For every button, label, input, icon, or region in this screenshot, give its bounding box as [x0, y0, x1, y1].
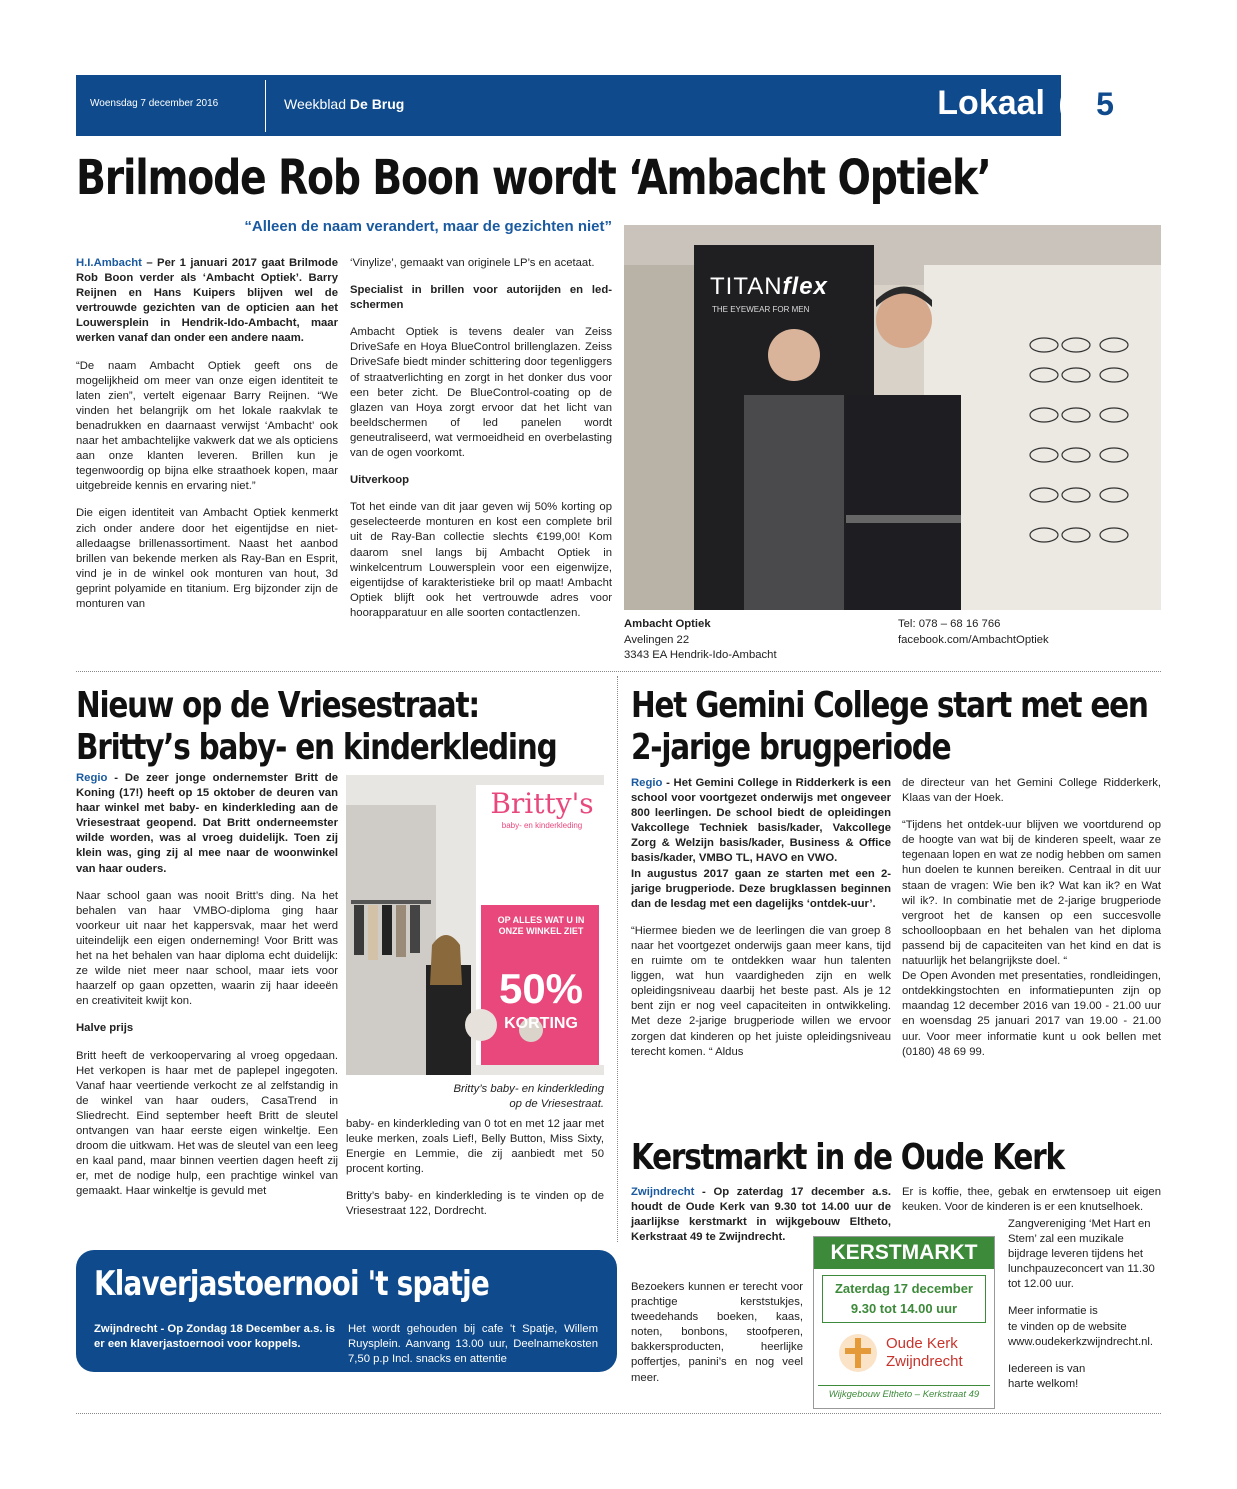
ad-date: Zaterdag 17 december [834, 1281, 973, 1296]
article5-lead: Zwijndrecht - Op Zondag 18 December a.s. is er een klaverjastoernooi voor koppels. [94, 1323, 336, 1351]
article1-col2 [350, 256, 612, 633]
address-street: Avelingen 22 [624, 633, 690, 646]
address-city: 3343 EA Hendrik-Ido-Ambacht [624, 649, 777, 661]
article2-sub1: Halve prijs [76, 1022, 134, 1035]
article4-p1: Bezoekers kunnen er terecht voor prachtige kerststukjes, tweedehands boeken, kaas, noten, bonbons, stoofperen, bakkersproducten, heerlijke poffertjes, panini’s en nog veel meer. [631, 1281, 803, 1384]
article3-p2: de directeur van het Gemini College Ridderkerk, Klaas van der Hoek. [902, 777, 1161, 805]
article2-col2 [346, 1117, 604, 1232]
divider-top [76, 671, 1161, 672]
ad-logo-text2: Zwijndrecht [886, 1353, 963, 1370]
article4-lead: - Op zaterdag 17 december a.s. houdt de Oude Kerk van 9.30 tot 14.00 uur de jaarlijkse kerstmarkt in wijkgebouw Eltheto, Kerkstraat 49 te Zwijndrecht. [631, 1186, 891, 1244]
article2-place: Regio [76, 772, 108, 784]
article4-p5-line1: Iedereen is van [1008, 1362, 1086, 1375]
article2-p4: Britty’s baby- en kinderkleding is te vinden op de Vriesestraat 122, Dordrecht. [346, 1190, 604, 1218]
article1-p5: Tot het einde van dit jaar geven wij 50% korting op geselecteerde monturen en kost een complete bril uit de Ray-Ban collectie slechts €199,00! Kom daarom snel langs bij Ambacht Optiek in winkelcentrum Louwersplein voor een eigenwijze, eigentijdse of karakteristieke bril op maat! Ambacht Optiek blijft ook het vertrouwde adres voor hoorapparatuur en alle soorten contactlenzen. [350, 501, 612, 619]
article2-headline [76, 685, 556, 769]
shop-photo-caption [346, 1082, 604, 1112]
column-divider [617, 676, 618, 1242]
optician-photo [624, 225, 1161, 610]
shop-photo [346, 775, 604, 1075]
article1-p3: ‘Vinylize’, gemaakt van originele LP’s en acetaat. [350, 257, 595, 269]
ad-date-box [822, 1275, 986, 1323]
kerstmarkt-ad [813, 1236, 995, 1409]
article3-p3: “Tijdens het ontdek-uur blijven we voortdurend op de hoogte van wat bij de kinderen speelt, waar ze tegenaan lopen en wat ze nodig hebben om samen hun doelen te kunnen bereiken. Centraal in dit uur staan de vragen: Wie ben ik? Wat kan ik? en Wat wil ik?. In combinatie met de 2-jarige brugperiode vergroot het de kansen op een succesvolle schoolloopbaan en het behalen van het diploma passend bij de capaciteiten van het kind en dat is natuurlijk het belangrijkste doel. “ [902, 819, 1161, 968]
article4-p5-line2: harte welkom! [1008, 1377, 1079, 1390]
article4-p4-line2: te vinden op de website [1008, 1320, 1127, 1333]
article4-col2 [1008, 1217, 1161, 1404]
poster-percent: 50% [498, 965, 584, 1012]
article1-p4: Ambacht Optiek is tevens dealer van Zeiss DriveSafe en Hoya BlueControl brillenglazen. Zeiss DriveSafe biedt minder schittering door tegenliggers of straatverlichting en zorgt in het donker dus voor een beter zicht. De BlueControl-coating op de glazen van Hoya zorgt ervoor dat het licht van beeldschermen of led panelen wordt geneutraliseerd, wat vermoeidheid en overbelasting van de ogen voorkomt. [350, 326, 612, 460]
article3-lead2: In augustus 2017 gaan ze starten met een 2-jarige brugperiode. Deze brugklassen beginnen dan de lesdag met een dagelijks ‘ontdek-uur’. [631, 867, 891, 910]
article1-subheadline: “Alleen de naam verandert, maar de gezichten niet” [244, 218, 612, 235]
poster-top: OP ALLES WAT U IN ONZE WINKEL ZIET [497, 915, 585, 936]
article3-headline [631, 685, 1148, 769]
header-divider [265, 80, 266, 132]
ad-title: KERSTMARKT [814, 1237, 994, 1269]
article2-lead: - De zeer jonge ondernemster Britt de Koning (17!) heeft op 15 oktober de deuren van haar winkel met baby- en kinderkleding aan de Vriesestraat geopend. Dat Britt onderneemster wilde worden, was al vroeg duidelijk. Toen zij klein was, ging zij al mee naar de woonwinkel van haar ouders. [76, 772, 338, 875]
article3-col1 [631, 776, 891, 1072]
article4-col1 [631, 1280, 803, 1398]
address-name: Ambacht Optiek [624, 618, 711, 630]
article4-p4-line1: Meer informatie is [1008, 1305, 1098, 1318]
article3-headline-line1: Het Gemini College start met een [631, 685, 1148, 726]
photo-sign [710, 273, 828, 301]
photo-sign-brand2: flex [782, 273, 828, 300]
poster-korting: KORTING [504, 1015, 578, 1032]
photo-sign-sub: THE EYEWEAR FOR MEN [712, 305, 810, 314]
article3-p4: De Open Avonden met presentaties, rondleidingen, ontdekkingstochten en informatiepunten zijn op maandag 12 december 2016 van 19.00 - 21.00 uur en woensdag 25 januari 2017 van 19.00 - 21.00 uur. Voor meer informatie kunt u ook bellen met (0180) 48 69 99. [902, 970, 1161, 1058]
address-phone: Tel: 078 – 68 16 766 [898, 618, 1001, 630]
article3-lead1: - Het Gemini College in Ridderkerk is een school voor voortgezet onderwijs met ongeveer 800 leerlingen. De school biedt de opleidingen Vakcollege Techniek basis/kader, Vakcollege Zorg & Welzijn basis/kader, Business & Office basis/kader, VMBO TL, HAVO en VWO. [631, 777, 891, 865]
article4-p2: Er is koffie, thee, gebak en erwtensoep uit eigen keuken. Voor de kinderen is er een knutselhoek. [902, 1186, 1161, 1214]
article4-p3: Zangvereniging ‘Met Hart en Stem’ zal een muzikale bijdrage leveren tijdens het lunchpauzeconcert van 11.30 tot 12.00 uur. [1008, 1218, 1155, 1291]
article5-body: Het wordt gehouden bij cafe 't Spatje, Willem Ruysplein. Aanvang 13.00 uur, Deelnamekosten 7,50 p.p Incl. snacks en attentie [348, 1323, 598, 1366]
photo-sign-brittys: Britty's [490, 787, 594, 820]
article1-col1 [76, 256, 338, 624]
paper-name [284, 96, 404, 112]
ad-logo [814, 1329, 994, 1379]
optician-contact [898, 617, 1158, 648]
section-title: Lokaal [937, 84, 1045, 122]
article3-col2 [902, 776, 1161, 1072]
article1-headline: Brilmode Rob Boon wordt ‘Ambacht Optiek’ [76, 150, 991, 206]
article2-p2: Britt heeft de verkoopervaring al vroeg opgedaan. Het verkopen is haar met de paplepel ingegoten. Vanaf haar veertiende verkocht ze al zelfstandig in de winkel van haar ouders, CasaTrend in Sliedrecht. Eind september heeft Britt de sleutel ontvangen van haar eerste eigen winkeltje. Een droom die uitkwam. Het was de sleutel van een leeg en kaal pand, maar binnen veertien dagen heeft zij er, met de nodige hulp, een prachtige winkel van gemaakt. Haar winkeltje is gevuld met [76, 1049, 338, 1198]
article2-headline-line2: Britty’s baby- en kinderkleding [76, 727, 557, 768]
article2-p3: baby- en kinderkleding van 0 tot en met 12 jaar met leuke merken, zoals Lief!, Belly Button, Miss Sixty, Energie en Lemmie, die zij aanbiedt met 50 procent korting. [346, 1118, 604, 1176]
article4-headline: Kerstmarkt in de Oude Kerk [631, 1137, 1064, 1178]
issue-date: Woensdag 7 december 2016 [90, 98, 219, 109]
divider-bottom [76, 1413, 1161, 1414]
caption-line1: Britty’s baby- en kinderkleding [453, 1083, 604, 1095]
paper-title: De Brug [349, 96, 405, 112]
page-number: 5 [1096, 86, 1114, 122]
optician-address [624, 617, 884, 664]
article4-website[interactable]: www.oudekerkzwijndrecht.nl. [1008, 1335, 1154, 1348]
article2-p1: Naar school gaan was nooit Britt’s ding. Na het behalen van haar VMBO-diploma ging haar voorkeur uit naar het kappersvak, maar het werd uiteindelijk een eigen onderneming! Voor Britt was het na het behalen van haar diploma echt duidelijk: ze wilde niet meer naar school, maar iets voor haarzelf op gaan opzetten, waarin zij haar ideeën en creativiteit kwijt kon. [76, 889, 338, 1008]
caption-line2: op de Vriesestraat. [509, 1098, 604, 1110]
article5-headline: Klaverjastoernooi 't spatje [94, 1264, 489, 1304]
article1-p1: “De naam Ambacht Optiek geeft ons de mogelijkheid om meer van onze eigen identiteit te laten zien”, vertelt eigenaar Barry Reijnen. “We vinden het belangrijk om het lokale raakvlak te benadrukken en daarnaast verwijst ‘Ambacht’ ook naar het ambachtelijke vakwerk dat we als opticiens aan onze klanten leveren. Brillen kun je tegenwoordig op bijna elke straathoek kopen, maar uitgebreide kennis en ervaring niet.” [76, 359, 338, 493]
article2-col1 [76, 771, 338, 1211]
photo-sign-brittys-sub: baby- en kinderkleding [501, 821, 583, 830]
ad-time: 9.30 tot 14.00 uur [850, 1301, 958, 1316]
article2-headline-line1: Nieuw op de Vriesestraat: [76, 685, 479, 726]
article3-place: Regio [631, 777, 663, 789]
ad-logo-text1: Oude Kerk [886, 1335, 958, 1352]
article3-p1: “Hiermee bieden we de leerlingen die van groep 8 naar het voortgezet onderwijs gaan meer kans, tijd en ruimte om te ontdekken waar hun talenten liggen, wat hun vaardigheden zijn en welk opleidingsniveau daarbij het beste past. Als je 12 bent zijn er nog veel capaciteiten in ontwikkeling. Met deze 2-jarige brugperiode willen we ervoor zorgen dat kinderen op het juiste opleidingsniveau terecht komen. “ Aldus [631, 924, 891, 1058]
paper-prefix: Weekblad [284, 96, 347, 112]
oude-kerk-logo-icon [838, 1333, 878, 1373]
article1-sub1: Specialist in brillen voor autorijden en led-schermen [350, 284, 612, 312]
article4-place: Zwijndrecht [631, 1186, 695, 1198]
article3-headline-line2: 2-jarige brugperiode [631, 727, 951, 768]
article1-sub2: Uitverkoop [350, 474, 410, 487]
article1-lead: – Per 1 januari 2017 gaat Brilmode Rob Boon verder als ‘Ambacht Optiek’. Barry Reijnen en Hans Kuipers blijven wel de vertrouwde gezichten van de opticien aan het Louwersplein in Hendrik-Ido-Ambacht, maar werken vanaf dan onder een andere naam. [76, 257, 338, 345]
article1-place: H.I.Ambacht [76, 257, 142, 269]
ad-footer: Wijkgebouw Eltheto – Kerkstraat 49 [818, 1385, 990, 1400]
photo-sign-brand: TITAN [710, 273, 783, 300]
article1-p2: Die eigen identiteit van Ambacht Optiek kenmerkt zich onder andere door het eigentijdse en niet-alledaagse brillenassortiment. Naast het aanbod brillen van bekende merken als Ray-Ban en Esprit, vind je in de winkel ook monturen van hout, 3d geprint polyamide en titanium. Erg bijzonder zijn de monturen van [76, 507, 338, 610]
address-facebook[interactable]: facebook.com/AmbachtOptiek [898, 633, 1049, 646]
